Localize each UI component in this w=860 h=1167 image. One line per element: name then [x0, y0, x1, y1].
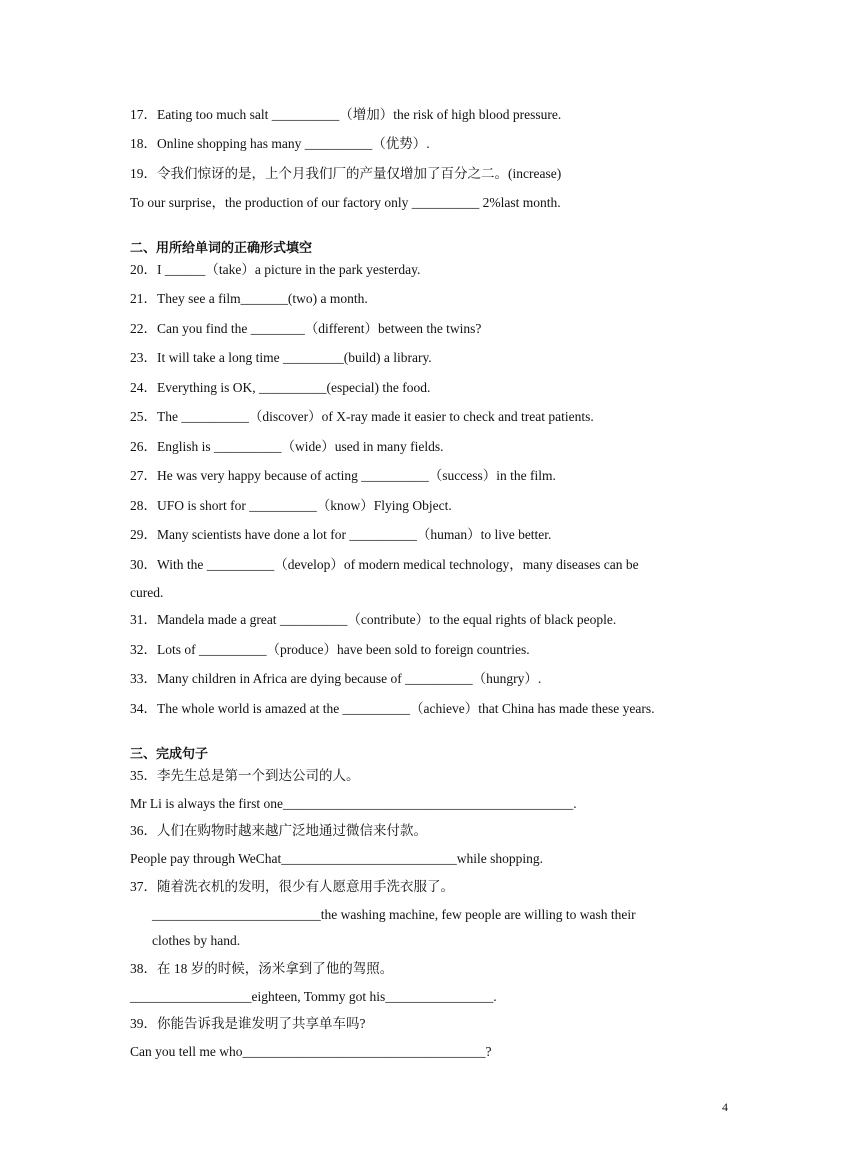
question-22: 22．Can you find the ________（different）between the twins?	[130, 321, 482, 336]
question-30: 30．With the __________（develop）of modern medical technology，many diseases can be	[130, 557, 639, 572]
question-33: 33．Many children in Africa are dying because of __________（hungry）.	[130, 671, 542, 686]
question-38: 38．在 18 岁的时候，汤米拿到了他的驾照。	[130, 961, 394, 976]
question-36: 36．人们在购物时越来越广泛地通过微信来付款。	[130, 823, 427, 838]
question-37-continued: clothes by hand.	[152, 933, 241, 948]
question-25: 25．The __________（discover）of X-ray made it easier to check and treat patients.	[130, 409, 594, 424]
question-23: 23．It will take a long time _________(build) a library.	[130, 350, 432, 365]
question-21: 21．They see a film_______(two) a month.	[130, 291, 368, 306]
question-26: 26．English is __________（wide）used in many fields.	[130, 439, 444, 454]
question-35: 35．李先生总是第一个到达公司的人。	[130, 768, 360, 783]
question-35-sentence: Mr Li is always the first one___________________________________________.	[130, 796, 577, 811]
question-30-continued: cured.	[130, 585, 164, 600]
question-28: 28．UFO is short for __________（know）Flying Object.	[130, 498, 452, 513]
question-19: 19．令我们惊讶的是，上个月我们厂的产量仅增加了百分之二。(increase)	[130, 166, 562, 181]
question-19-sentence: To our surprise，the production of our factory only __________ 2%last month.	[130, 195, 561, 210]
question-36-sentence: People pay through WeChat__________________________while shopping.	[130, 851, 544, 866]
question-27: 27．He was very happy because of acting __________（success）in the film.	[130, 468, 556, 483]
question-17: 17．Eating too much salt __________（增加）the risk of high blood pressure.	[130, 107, 562, 122]
question-39: 39．你能告诉我是谁发明了共享单车吗?	[130, 1016, 366, 1031]
question-39-sentence: Can you tell me who____________________________________?	[130, 1044, 492, 1059]
question-20: 20．I ______（take）a picture in the park yesterday.	[130, 262, 421, 277]
section-3-heading: 三、完成句子	[130, 747, 209, 762]
question-29: 29．Many scientists have done a lot for __________（human）to live better.	[130, 527, 552, 542]
question-34: 34．The whole world is amazed at the __________（achieve）that China has made these years.	[130, 701, 655, 716]
question-18: 18．Online shopping has many __________（优势）.	[130, 136, 430, 151]
section-2-heading: 二、用所给单词的正确形式填空	[130, 241, 313, 256]
question-38-sentence: __________________eighteen, Tommy got his________________.	[130, 989, 497, 1004]
question-37: 37．随着洗衣机的发明，很少有人愿意用手洗衣服了。	[130, 879, 454, 894]
question-24: 24．Everything is OK, __________(especial) the food.	[130, 380, 431, 395]
question-32: 32．Lots of __________（produce）have been sold to foreign countries.	[130, 642, 530, 657]
question-37-sentence: _________________________the washing machine, few people are willing to wash their	[152, 907, 636, 922]
question-31: 31．Mandela made a great __________（contribute）to the equal rights of black people.	[130, 612, 617, 627]
page-number: 4	[722, 1100, 728, 1114]
